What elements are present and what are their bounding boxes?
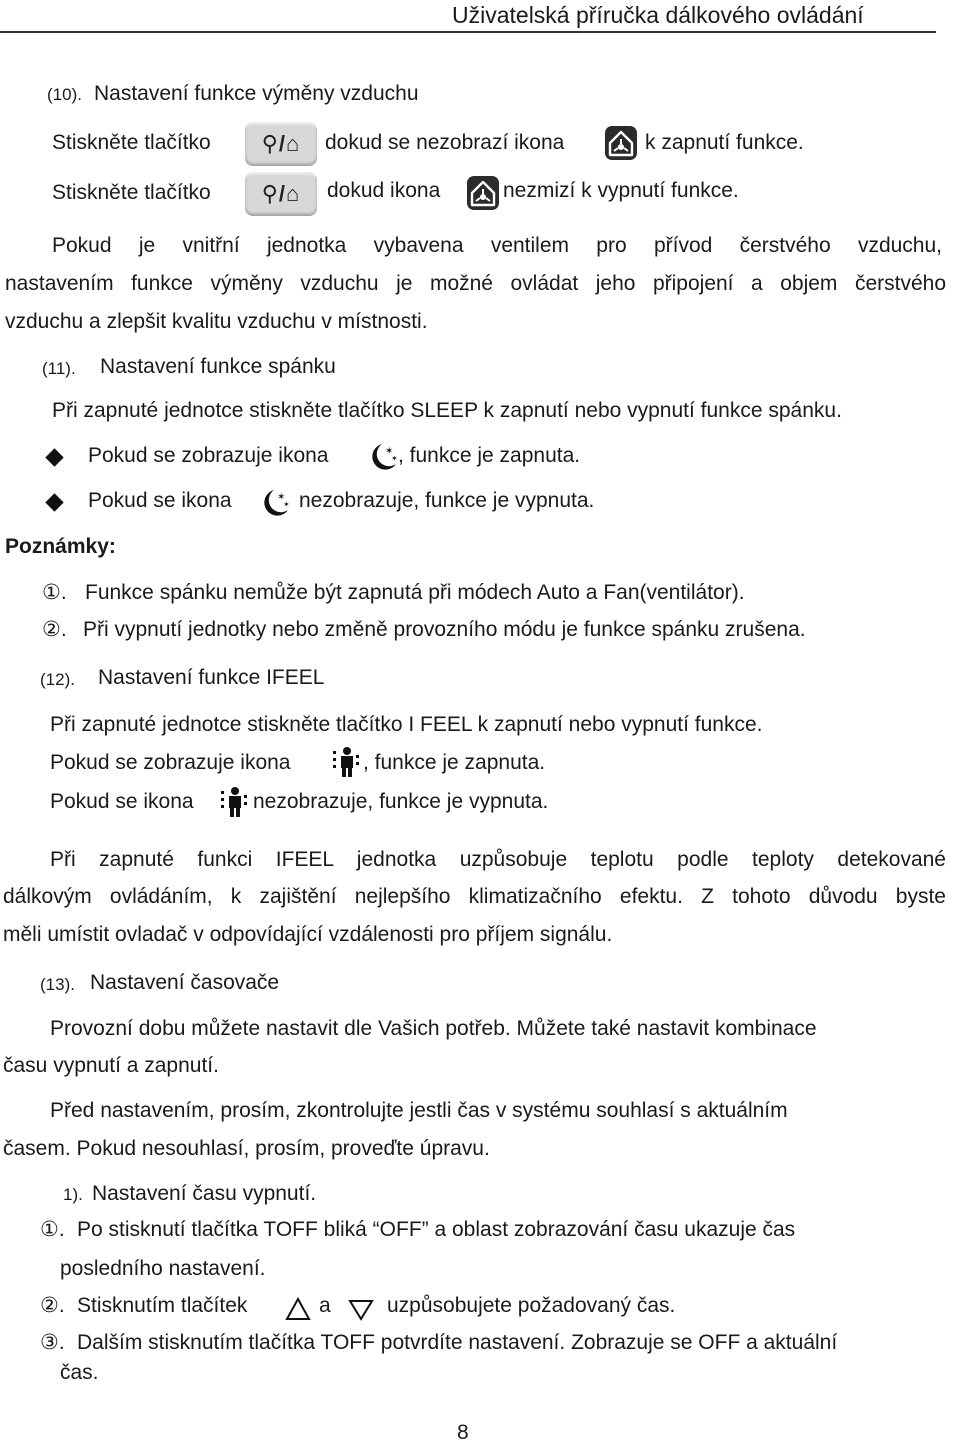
svg-text:✶: ✶ bbox=[283, 500, 290, 509]
step3-number: ③. bbox=[40, 1331, 65, 1354]
section12-heading: Nastavení funkce IFEEL bbox=[98, 666, 325, 689]
house-fan-icon bbox=[466, 175, 500, 211]
section13-p2-line1: Před nastavením, prosím, zkontrolujte jestli čas v systému souhlasí s aktuálním bbox=[50, 1099, 788, 1122]
step2-text-b: a bbox=[319, 1294, 331, 1317]
section12-line2-b: , funkce je zapnuta. bbox=[363, 751, 546, 774]
section12-number: (12). bbox=[40, 670, 75, 689]
air-exchange-button bbox=[245, 122, 317, 166]
note2-number: ②. bbox=[42, 618, 67, 641]
section11-bullet2-a: Pokud se ikona bbox=[88, 489, 232, 512]
moon-stars-icon bbox=[258, 486, 292, 520]
svg-text:✶: ✶ bbox=[277, 492, 286, 503]
house-fan-icon bbox=[604, 125, 638, 161]
section10-line1-b: dokud se nezobrazí ikona bbox=[325, 131, 565, 154]
step1-line1: Po stisknutí tlačítka TOFF bliká “OFF” a oblast zobrazování času ukazuje čas bbox=[77, 1218, 796, 1241]
step2-number: ②. bbox=[40, 1294, 65, 1317]
note1-number: ①. bbox=[42, 581, 67, 604]
section12-line3-b: nezobrazuje, funkce je vypnuta. bbox=[253, 790, 549, 813]
section10-paragraph-line1: Pokud je vnitřní jednotka vybavena ventilem pro přívod čerstvého vzduchu, bbox=[52, 234, 942, 257]
step3-line2: čas. bbox=[60, 1361, 99, 1384]
section10-line1-c: k zapnutí funkce. bbox=[645, 131, 804, 154]
section11-line1: Při zapnuté jednotce stiskněte tlačítko SLEEP k zapnutí nebo vypnutí funkce spánku. bbox=[52, 399, 842, 422]
section10-paragraph-line3: vzduchu a zlepšit kvalitu vzduchu v místnosti. bbox=[5, 310, 428, 333]
page-header: Uživatelská příručka dálkového ovládání bbox=[452, 2, 864, 28]
bullet-icon bbox=[45, 493, 63, 511]
step1-line2: posledního nastavení. bbox=[60, 1257, 266, 1280]
step2-text-a: Stisknutím tlačítek bbox=[77, 1294, 248, 1317]
step3-line1: Dalším stisknutím tlačítka TOFF potvrdíte nastavení. Zobrazuje se OFF a aktuální bbox=[77, 1331, 838, 1354]
note1-text: Funkce spánku nemůže být zapnutá při módech Auto a Fan(ventilátor). bbox=[85, 581, 745, 604]
step1-number: ①. bbox=[40, 1218, 65, 1241]
person-signal-icon bbox=[330, 745, 362, 779]
section10-line1-a: Stiskněte tlačítko bbox=[52, 131, 211, 154]
step2-text-c: uzpůsobujete požadovaný čas. bbox=[387, 1294, 676, 1317]
air-exchange-button-glyph: ⚲/⌂ bbox=[261, 131, 301, 156]
section12-paragraph-line1: Při zapnuté funkci IFEEL jednotka uzpůsobuje teplotu podle teploty detekované bbox=[50, 848, 946, 871]
air-exchange-button-2 bbox=[245, 172, 317, 216]
section12-line3-a: Pokud se ikona bbox=[50, 790, 194, 813]
triangle-down-icon bbox=[348, 1299, 374, 1321]
svg-text:✶: ✶ bbox=[391, 454, 398, 463]
subsection-number: 1). bbox=[63, 1185, 83, 1204]
section10-line2-b: dokud ikona bbox=[327, 179, 441, 202]
subsection-heading: Nastavení času vypnutí. bbox=[92, 1182, 317, 1205]
person-signal-icon bbox=[218, 785, 250, 819]
section11-bullet1-a: Pokud se zobrazuje ikona bbox=[88, 444, 329, 467]
section13-heading: Nastavení časovače bbox=[90, 971, 280, 994]
section12-paragraph-line3: měli umístit ovladač v odpovídající vzdálenosti pro příjem signálu. bbox=[3, 923, 613, 946]
triangle-up-icon bbox=[285, 1297, 311, 1321]
section11-bullet1-b: , funkce je zapnuta. bbox=[398, 444, 581, 467]
bullet-icon bbox=[45, 448, 63, 466]
section10-number: (10). bbox=[47, 85, 82, 104]
section12-paragraph-line2: dálkovým ovládáním, k zajištění nejlepšího klimatizačního efektu. Z tohoto důvodu byste bbox=[3, 885, 946, 908]
moon-stars-icon bbox=[366, 440, 400, 474]
svg-text:✶: ✶ bbox=[385, 446, 394, 457]
note2-text: Při vypnutí jednotky nebo změně provozního módu je funkce spánku zrušena. bbox=[83, 618, 806, 641]
section10-paragraph-line2: nastavením funkce výměny vzduchu je možné ovládat jeho připojení a objem čerstvého bbox=[5, 272, 946, 295]
section12-line1: Při zapnuté jednotce stiskněte tlačítko I FEEL k zapnutí nebo vypnutí funkce. bbox=[50, 713, 763, 736]
section11-heading: Nastavení funkce spánku bbox=[100, 355, 336, 378]
section13-p1-line2: času vypnutí a zapnutí. bbox=[3, 1054, 219, 1077]
section11-number: (11). bbox=[42, 359, 76, 378]
section12-line2-a: Pokud se zobrazuje ikona bbox=[50, 751, 291, 774]
notes-title: Poznámky: bbox=[5, 535, 116, 558]
header-rule bbox=[0, 31, 936, 33]
section13-p2-line2: časem. Pokud nesouhlasí, prosím, proveďte úpravu. bbox=[3, 1137, 490, 1160]
section10-line2-a: Stiskněte tlačítko bbox=[52, 181, 211, 204]
page-number: 8 bbox=[457, 1421, 469, 1444]
air-exchange-button-glyph-2: ⚲/⌂ bbox=[261, 181, 301, 206]
section10-line2-c: nezmizí k vypnutí funkce. bbox=[503, 179, 739, 202]
section10-heading: Nastavení funkce výměny vzduchu bbox=[94, 82, 419, 105]
section11-bullet2-b: nezobrazuje, funkce je vypnuta. bbox=[299, 489, 595, 512]
section13-p1-line1: Provozní dobu můžete nastavit dle Vašich potřeb. Můžete také nastavit kombinace bbox=[50, 1017, 817, 1040]
section13-number: (13). bbox=[40, 975, 75, 994]
